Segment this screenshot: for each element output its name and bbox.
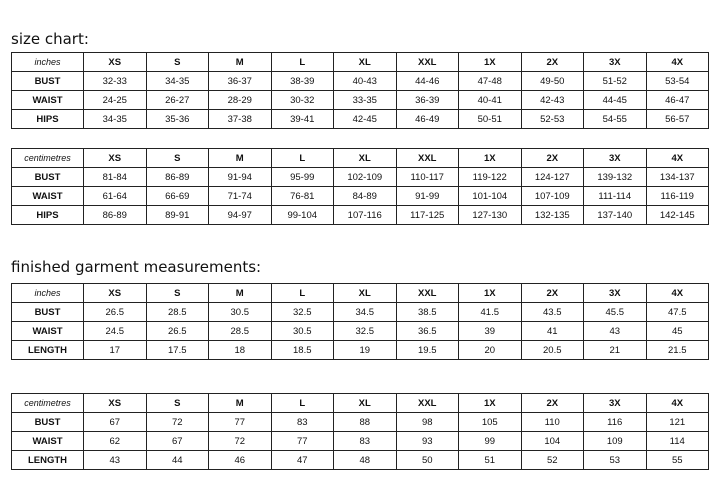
table-cell: 45 [646,322,709,341]
table-cell: 21 [584,341,647,360]
size-header: XS [84,284,147,303]
table-header-row [12,394,709,413]
table-cell: 41 [521,322,584,341]
table-cell: 134-137 [646,168,709,187]
size-header: L [271,53,334,72]
size-header: 3X [584,149,647,168]
table-cell: 137-140 [584,206,647,225]
table-cell: 24-25 [84,91,147,110]
table-cell: 62 [84,432,147,451]
table-row [12,413,709,432]
table-cell: 116 [584,413,647,432]
table-cell: 33-35 [334,91,397,110]
size-header: M [209,284,272,303]
row-label: WAIST [12,187,84,206]
table-cell: 17.5 [146,341,209,360]
table-cell: 24.5 [84,322,147,341]
size-header: L [271,284,334,303]
unit-label: centimetres [12,149,84,168]
table-cell: 34-35 [84,110,147,129]
table-cell: 44-46 [396,72,459,91]
table-cell: 61-64 [84,187,147,206]
table-cell: 32-33 [84,72,147,91]
table-cell: 40-43 [334,72,397,91]
table-cell: 127-130 [459,206,522,225]
table-cell: 44 [146,451,209,470]
table-cell: 34.5 [334,303,397,322]
table-cell: 77 [271,432,334,451]
table-cell: 99-104 [271,206,334,225]
size-header: 2X [521,53,584,72]
table-cell: 30.5 [271,322,334,341]
table-cell: 51 [459,451,522,470]
table-cell: 48 [334,451,397,470]
table-cell: 42-43 [521,91,584,110]
size-chart-title: size chart: [11,30,89,48]
size-header: XL [334,284,397,303]
table-cell: 81-84 [84,168,147,187]
table-cell: 20 [459,341,522,360]
table-cell: 76-81 [271,187,334,206]
unit-label: inches [12,53,84,72]
table-row [12,206,709,225]
table-cell: 67 [146,432,209,451]
table-cell: 132-135 [521,206,584,225]
size-chart-centimetres-table [11,148,709,225]
table-row [12,322,709,341]
size-header: XXL [396,394,459,413]
size-header: M [209,53,272,72]
table-row [12,451,709,470]
table-cell: 43 [584,322,647,341]
row-label: LENGTH [12,451,84,470]
table-cell: 43 [84,451,147,470]
table-row [12,72,709,91]
size-header: S [146,53,209,72]
table-cell: 67 [84,413,147,432]
row-label: HIPS [12,206,84,225]
finished-centimetres-table [11,393,709,470]
size-header: S [146,394,209,413]
size-header: 3X [584,53,647,72]
table-cell: 86-89 [84,206,147,225]
size-header: 1X [459,53,522,72]
table-cell: 121 [646,413,709,432]
table-cell: 39 [459,322,522,341]
row-label: WAIST [12,322,84,341]
table-cell: 46 [209,451,272,470]
table-cell: 18 [209,341,272,360]
table-cell: 30-32 [271,91,334,110]
table-cell: 83 [271,413,334,432]
table-cell: 17 [84,341,147,360]
table-cell: 50-51 [459,110,522,129]
row-label: WAIST [12,432,84,451]
table-cell: 56-57 [646,110,709,129]
finished-inches-table [11,283,709,360]
table-cell: 30.5 [209,303,272,322]
table-cell: 19 [334,341,397,360]
table-cell: 53 [584,451,647,470]
table-cell: 66-69 [146,187,209,206]
size-header: 2X [521,394,584,413]
table-cell: 55 [646,451,709,470]
table-cell: 46-49 [396,110,459,129]
size-header: XS [84,149,147,168]
size-header: 3X [584,394,647,413]
table-cell: 105 [459,413,522,432]
size-header: XL [334,53,397,72]
table-cell: 42-45 [334,110,397,129]
table-cell: 37-38 [209,110,272,129]
size-header: L [271,394,334,413]
table-cell: 44-45 [584,91,647,110]
table-cell: 38.5 [396,303,459,322]
table-row [12,303,709,322]
row-label: BUST [12,72,84,91]
size-header: XL [334,394,397,413]
table-cell: 110-117 [396,168,459,187]
table-cell: 46-47 [646,91,709,110]
size-header: M [209,149,272,168]
size-header: 3X [584,284,647,303]
table-row [12,168,709,187]
table-cell: 111-114 [584,187,647,206]
table-cell: 107-109 [521,187,584,206]
table-cell: 51-52 [584,72,647,91]
finished-measurements-title: finished garment measurements: [11,258,262,276]
table-cell: 26-27 [146,91,209,110]
table-cell: 26.5 [146,322,209,341]
size-header: L [271,149,334,168]
table-header-row [12,284,709,303]
table-cell: 26.5 [84,303,147,322]
table-cell: 94-97 [209,206,272,225]
table-cell: 32.5 [271,303,334,322]
unit-label: inches [12,284,84,303]
table-cell: 28.5 [146,303,209,322]
table-cell: 72 [146,413,209,432]
table-row [12,432,709,451]
size-header: XL [334,149,397,168]
size-header: XS [84,53,147,72]
table-cell: 91-99 [396,187,459,206]
table-cell: 101-104 [459,187,522,206]
table-cell: 41.5 [459,303,522,322]
table-row [12,91,709,110]
table-row [12,341,709,360]
table-cell: 139-132 [584,168,647,187]
table-cell: 36-37 [209,72,272,91]
table-cell: 104 [521,432,584,451]
table-cell: 36-39 [396,91,459,110]
table-cell: 28-29 [209,91,272,110]
size-header: 4X [646,284,709,303]
table-cell: 93 [396,432,459,451]
table-cell: 107-116 [334,206,397,225]
table-cell: 47 [271,451,334,470]
table-cell: 95-99 [271,168,334,187]
table-header-row [12,53,709,72]
table-cell: 54-55 [584,110,647,129]
table-cell: 99 [459,432,522,451]
table-cell: 47.5 [646,303,709,322]
size-header: S [146,284,209,303]
size-header: XS [84,394,147,413]
table-cell: 119-122 [459,168,522,187]
size-header: S [146,149,209,168]
table-header-row [12,149,709,168]
table-cell: 52 [521,451,584,470]
size-header: 1X [459,149,522,168]
table-cell: 38-39 [271,72,334,91]
table-row [12,187,709,206]
table-cell: 102-109 [334,168,397,187]
table-cell: 36.5 [396,322,459,341]
table-cell: 49-50 [521,72,584,91]
table-cell: 50 [396,451,459,470]
size-header: 2X [521,284,584,303]
table-cell: 114 [646,432,709,451]
size-header: M [209,394,272,413]
table-cell: 21.5 [646,341,709,360]
table-cell: 18.5 [271,341,334,360]
table-cell: 89-91 [146,206,209,225]
table-cell: 142-145 [646,206,709,225]
table-cell: 52-53 [521,110,584,129]
table-cell: 28.5 [209,322,272,341]
table-cell: 47-48 [459,72,522,91]
size-header: 4X [646,53,709,72]
size-header: 4X [646,394,709,413]
row-label: BUST [12,413,84,432]
size-header: 1X [459,394,522,413]
size-header: XXL [396,149,459,168]
table-cell: 20.5 [521,341,584,360]
size-header: 1X [459,284,522,303]
size-chart-inches-table [11,52,709,129]
table-cell: 34-35 [146,72,209,91]
table-cell: 83 [334,432,397,451]
size-header: XXL [396,53,459,72]
table-cell: 32.5 [334,322,397,341]
table-cell: 86-89 [146,168,209,187]
table-cell: 72 [209,432,272,451]
row-label: WAIST [12,91,84,110]
table-cell: 71-74 [209,187,272,206]
table-cell: 40-41 [459,91,522,110]
table-row [12,110,709,129]
row-label: LENGTH [12,341,84,360]
table-cell: 19.5 [396,341,459,360]
table-cell: 45.5 [584,303,647,322]
table-cell: 35-36 [146,110,209,129]
size-header: 2X [521,149,584,168]
table-cell: 117-125 [396,206,459,225]
table-cell: 91-94 [209,168,272,187]
table-cell: 43.5 [521,303,584,322]
row-label: HIPS [12,110,84,129]
table-cell: 39-41 [271,110,334,129]
table-cell: 53-54 [646,72,709,91]
table-cell: 116-119 [646,187,709,206]
size-header: XXL [396,284,459,303]
size-header: 4X [646,149,709,168]
unit-label: centimetres [12,394,84,413]
table-cell: 110 [521,413,584,432]
table-cell: 88 [334,413,397,432]
table-cell: 98 [396,413,459,432]
row-label: BUST [12,168,84,187]
row-label: BUST [12,303,84,322]
table-cell: 124-127 [521,168,584,187]
table-cell: 84-89 [334,187,397,206]
table-cell: 77 [209,413,272,432]
table-cell: 109 [584,432,647,451]
